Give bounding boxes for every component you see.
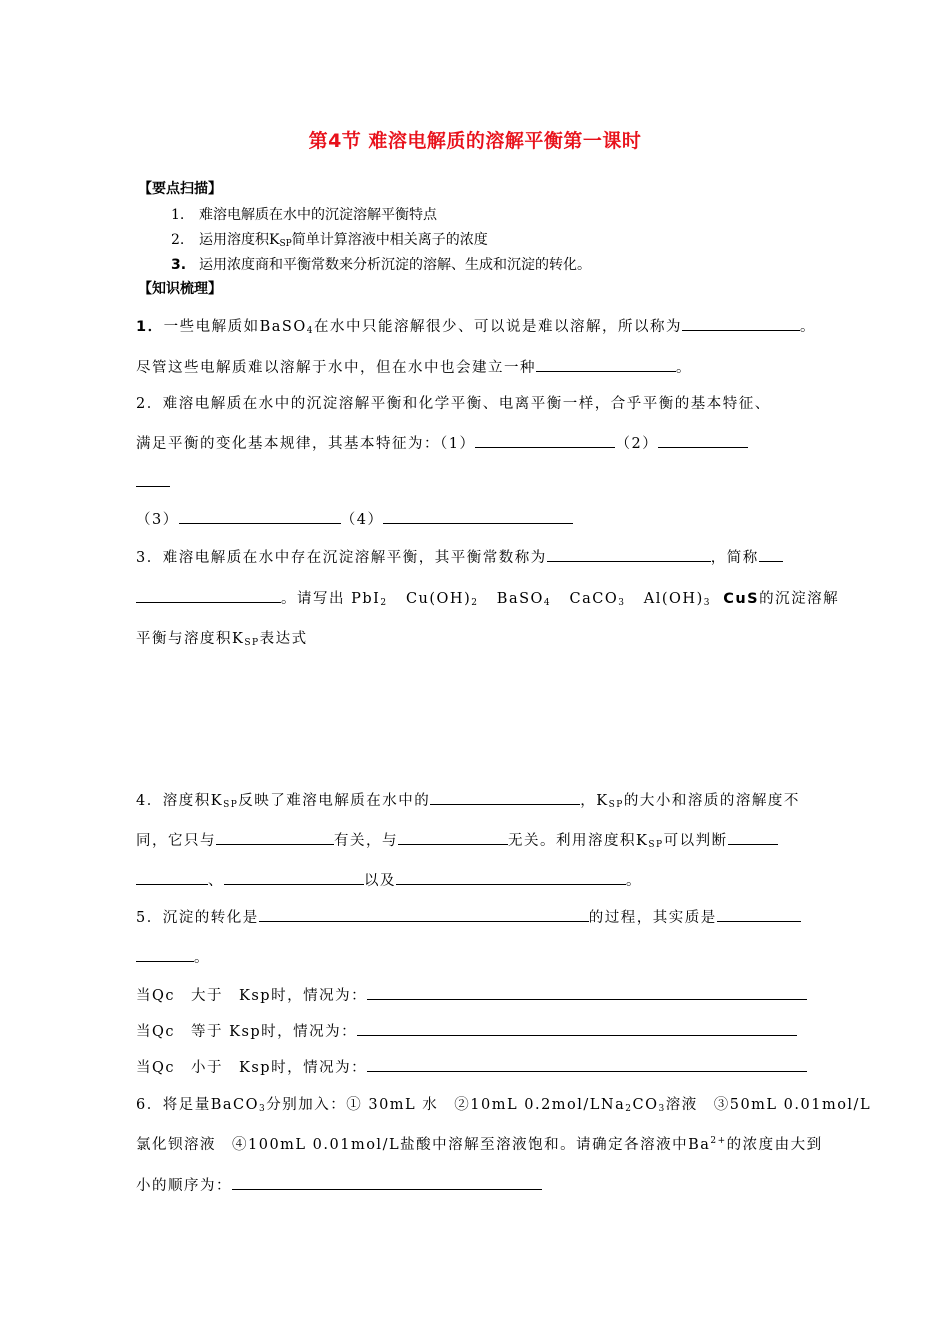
question-4-line-1: 4．溶度积$K_{SP}$反映了难溶电解质在水中的 ，$K_{SP}$的大小和溶质的溶解度不 <box>136 789 816 810</box>
question-5-line-2: 。 <box>136 946 816 967</box>
answer-blank[interactable] <box>232 1175 542 1190</box>
answer-blank[interactable] <box>759 547 783 562</box>
answer-blank[interactable] <box>216 830 334 845</box>
question-5-case-less: 当Qc 小于 Ksp时，情况为： <box>136 1056 816 1077</box>
answer-blank[interactable] <box>136 947 194 962</box>
answer-blank[interactable] <box>658 433 748 448</box>
question-5-case-equal: 当Qc 等于 Ksp时，情况为： <box>136 1020 816 1041</box>
answer-blank[interactable] <box>136 588 281 603</box>
answer-blank[interactable] <box>536 357 676 372</box>
key-point-2: 2. 运用溶度积$K_{SP}$简单计算溶液中相关离子的浓度 <box>171 232 488 249</box>
question-2-line-2: 满足平衡的变化基本规律，其基本特征为：（1） （2） <box>136 432 816 453</box>
question-5-case-greater: 当Qc 大于 Ksp时，情况为： <box>136 984 816 1005</box>
answer-blank[interactable] <box>136 870 208 885</box>
question-6-line-3: 小的顺序为： <box>136 1174 816 1195</box>
answer-blank[interactable] <box>259 907 589 922</box>
answer-blank[interactable] <box>396 870 626 885</box>
question-3-line-3: 平衡与溶度积$K_{SP}$表达式 <box>136 631 308 648</box>
answer-blank[interactable] <box>224 870 364 885</box>
answer-blank[interactable] <box>357 1021 797 1036</box>
answer-blank[interactable] <box>367 1057 807 1072</box>
question-4-line-2: 同，它只与 有关，与 无关。利用溶度积$K_{SP}$可以判断 <box>136 829 816 850</box>
section-knowledge: 【知识梳理】 <box>138 281 222 297</box>
answer-blank[interactable] <box>179 509 341 524</box>
question-1-line-1: 1．一些电解质如BaSO$_4$在水中只能溶解很少、可以说是难以溶解，所以称为 。 <box>136 315 816 336</box>
answer-blank[interactable] <box>717 907 801 922</box>
answer-blank[interactable] <box>682 316 800 331</box>
answer-blank[interactable] <box>136 472 170 487</box>
question-6-line-2: 氯化钡溶液 ④100mL 0.01mol/L盐酸中溶解至溶液饱和。请确定各溶液中$Ba^{2+}$的浓度由大到 <box>136 1136 823 1153</box>
section-key-points: 【要点扫描】 <box>138 181 222 197</box>
answer-blank[interactable] <box>430 790 580 805</box>
question-2-line-3 <box>136 472 816 491</box>
question-3-line-2: 。请写出 PbI$_2$ $Cu(OH)_2$ BaSO$_4$ CaCO$_3$ $Al(OH)_3$ CuS的沉淀溶解 <box>136 587 816 608</box>
question-1-line-2: 尽管这些电解质难以溶解于水中，但在水中也会建立一种 。 <box>136 356 816 377</box>
answer-blank[interactable] <box>728 830 778 845</box>
question-2-line-4: （3） （4） <box>136 508 816 529</box>
answer-blank[interactable] <box>367 985 807 1000</box>
answer-blank[interactable] <box>547 547 711 562</box>
question-4-line-3: 、 以及 。 <box>136 869 816 890</box>
question-3-line-1: 3．难溶电解质在水中存在沉淀溶解平衡，其平衡常数称为 ，简称 <box>136 546 816 567</box>
question-6-line-1: 6．将足量BaCO$_3$分别加入：① 30mL 水 ②10mL $0.2mol/LNa_2CO_3$溶液 ③50mL 0.01mol/L <box>136 1097 872 1114</box>
answer-blank[interactable] <box>475 433 615 448</box>
question-5-line-1: 5．沉淀的转化是 的过程，其实质是 <box>136 906 816 927</box>
page-title: 第4节 难溶电解质的溶解平衡第一课时 <box>308 130 642 152</box>
question-2-line-1: 2．难溶电解质在水中的沉淀溶解平衡和化学平衡、电离平衡一样，合乎平衡的基本特征、 <box>136 396 771 412</box>
answer-blank[interactable] <box>383 509 573 524</box>
answer-blank[interactable] <box>398 830 508 845</box>
key-point-3: 3. 运用浓度商和平衡常数来分析沉淀的溶解、生成和沉淀的转化。 <box>171 257 591 273</box>
key-point-1: 1. 难溶电解质在水中的沉淀溶解平衡特点 <box>171 207 437 223</box>
